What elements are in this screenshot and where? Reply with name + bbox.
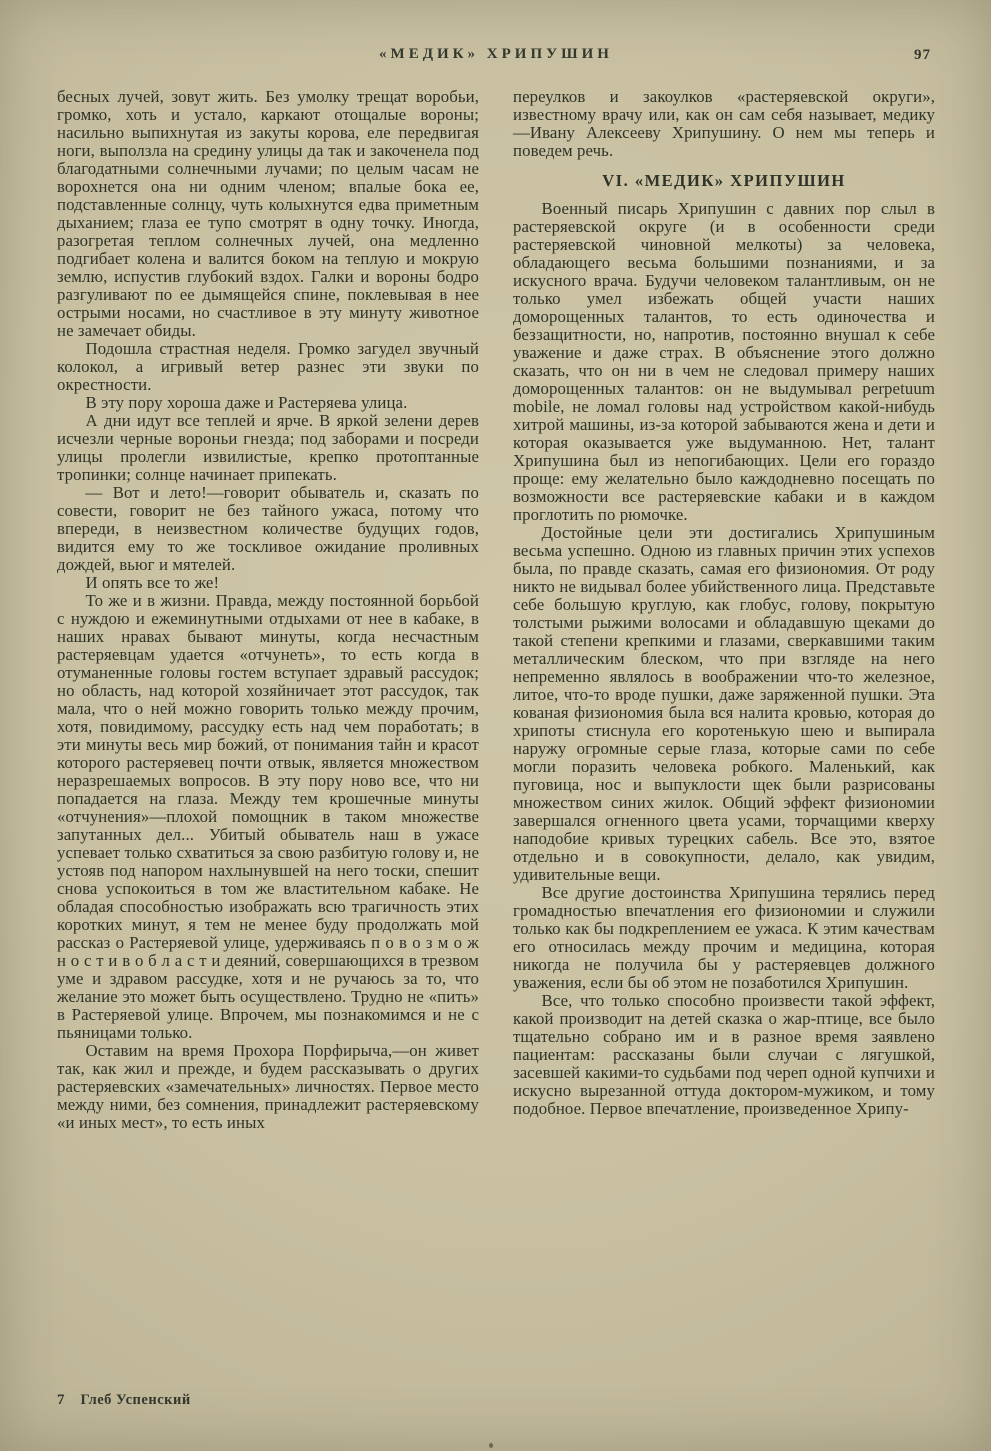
paragraph: Достойные цели эти достигались Хрипушиным весьма успешно. Одною из главных причин этих успехов была, по правде сказать, самая его физиономия. От роду никто не видывал более убийственного лица. Представьте себе большую круглую, как глобус, голову, покрытую толстыми рыжими волосами и обладавшую щеками до такой степени крепкими и глазами, сверкавшими таким металлическим блеском, что при взгляде на него непременно являлось в воображении что-то железное, литое, что-то вроде пушки, даже заряженной пушки. Эта кованая физиономия была вся налита кровью, которая до хрипоты стиснула его коротенькую шею и выпирала наружу огромные серые глаза, которые сами по себе могли поразить человека робкого. Маленький, как пуговица, нос и выпуклости щек были разрисованы множеством синих жилок. Общий эффект физиономии завершался огненного цвета усами, торчащими кверху наподобие кривых турецких сабель. Все это, взятое отдельно и в совокупности, делало, как увидим, удивительные вещи. [513, 523, 935, 884]
paragraph: Оставим на время Прохора Порфирыча,—он живет так, как жил и прежде, и будем рассказывать о других растеряевских «замечательных» личностях. Первое место между ними, без сомнения, принадлежит растеряевскому «и иных мест», то есть иных [57, 1041, 479, 1132]
paragraph: То же и в жизни. Правда, между постоянной борьбой с нуждою и ежеминутными отдыхами от нее в кабаке, в наших нравах бывают минуты, когда несчастным растеряевцам удается «отчунеть», то есть когда в отуманенные головы гостем вступает здравый рассудок; но область, над которой хозяйничает этот рассудок, так мала, что о ней можно говорить только между прочим, хотя, повидимому, рассудку есть над чем поработать; в эти минуты весь мир божий, от понимания тайн и красот которого растеряевец почти отвык, является множеством неразрешаемых вопросов. В эту пору ново все, что ни попадается на глаза. Между тем крошечные минуты «отчунения»—плохой помощник в таком множестве запутанных дел... Убитый обыватель наш в ужасе успевает только схватиться за свою разбитую голову и, не устояв под напором нахлынувшей на него тоски, спешит снова успокоиться в том же властительном кабаке. Не обладая способностью изображать всю трагичность этих коротких минут, я тем не менее буду продолжать мой рассказ о Растеряевой улице, удерживаясь п о в о з м о ж н о с т и в о б л а с т и деяний, совершающихся в трезвом уме и здравом рассудке, хотя и не ручаюсь за то, что желание это может быть осуществлено. Трудно не «пить» в Растеряевой улице. Впрочем, мы познакомимся и не с пьяницами только. [57, 591, 479, 1042]
page-footer [57, 1392, 191, 1409]
paragraph: Подошла страстная неделя. Громко загудел звучный колокол, а игривый ветер разнес эти звуки по окрестности. [57, 339, 479, 394]
paragraph: Военный писарь Хрипушин с давних пор слыл в растеряевской округе (и в особенности среди растеряевской чиновной мелкоты) за человека, обладающего весьма большими познаниями, и за искусного врача. Будучи человеком талантливым, он не только умел избежать общей участи наших доморощенных талантов, то есть одиночества и беззащитности, но, напротив, постоянно внушал к себе уважение и даже страх. В объяснение этого должно сказать, что он ни в чем не следовал примеру наших доморощенных талантов: он не выдумывал perpetuum mobile, не ломал головы над устройством какой-нибудь хитрой машины, из-за которой забываются жена и дети и которая оказывается уже выдуманною. Нет, талант Хрипушина был из непогибающих. Цели его гораздо проще: ему желательно было каждодневно посещать по возможности все растеряевские кабаки и в каждом проглотить по рюмочке. [513, 199, 935, 524]
section-heading: VI. «МЕДИК» ХРИПУШИН [602, 171, 846, 190]
paragraph: Все, что только способно произвести такой эффект, какой производит на детей сказка о жар-птице, все было тщательно собрано им и в разное время заявлено пациентам: рассказаны были случаи с лягушкой, засевшей какими-то судьбами под череп одной купчихи и искусно вырезанной оттуда доктором-мужиком, и тому подобное. Первое впечатление, произведенное Хрипу- [513, 991, 935, 1118]
running-header [57, 46, 935, 70]
running-title: «МЕДИК» ХРИПУШИН [379, 46, 613, 62]
text-block [57, 88, 935, 1132]
paper-speck [489, 1443, 493, 1448]
left-column [57, 88, 479, 1132]
signature-number: 7 [57, 1392, 65, 1408]
paragraph: А дни идут все теплей и ярче. В яркой зелени дерев исчезли черные вороньи гнезда; под заборами и посреди улицы пролегли извилистые, крепко протоптанные тропинки; солнце начинает припекать. [57, 411, 479, 484]
paragraph: И опять все то же! [85, 573, 220, 592]
paragraph: переулков и закоулков «растеряевской округи», известному врачу или, как он сам себя называет, медику—Ивану Алексееву Хрипушину. О нем мы теперь и поведем речь. [513, 87, 935, 160]
paragraph: бесных лучей, зовут жить. Без умолку трещат воробьи, громко, хоть и устало, каркают отощалые вороны; насильно выпихнутая из закуты корова, еле передвигая ноги, выползла на средину улицы да так и закоченела под благодатными солнечными лучами; по целым часам не ворохнется она ни одним членом; впалые бока ее, подставленные солнцу, чуть колыхнутся едва приметным дыханием; глаза ее тупо смотрят в одну точку. Иногда, разогретая теплом солнечных лучей, она медленно подгибает колена и валится боком на теплую и мокрую землю, испустив глубокий вздох. Галки и вороны бодро разгуливают по ее дымящейся спине, поклевывая в нее острыми носами, но счастливое в эту минуту животное не замечает обиды. [57, 87, 479, 340]
page-number: 97 [914, 47, 931, 63]
footer-author: Глеб Успенский [80, 1392, 191, 1408]
paragraph: В эту пору хороша даже и Растеряева улица. [85, 393, 408, 412]
paragraph: — Вот и лето!—говорит обыватель и, сказать по совести, говорит не без тайного ужаса, потому что впереди, в неизвестном количестве будущих годов, видится ему то же тоскливое ожидание проливных дождей, вьюг и мятелей. [57, 483, 479, 574]
right-column [513, 88, 935, 1132]
paragraph: Все другие достоинства Хрипушина терялись перед громадностью впечатления его физиономии и служили только как бы подкреплением ее ужаса. К этим качествам его относилась между прочим и медицина, которая никогда не получила бы у растеряевцев должного уважения, если бы об этом не позаботился Хрипушин. [513, 883, 935, 992]
